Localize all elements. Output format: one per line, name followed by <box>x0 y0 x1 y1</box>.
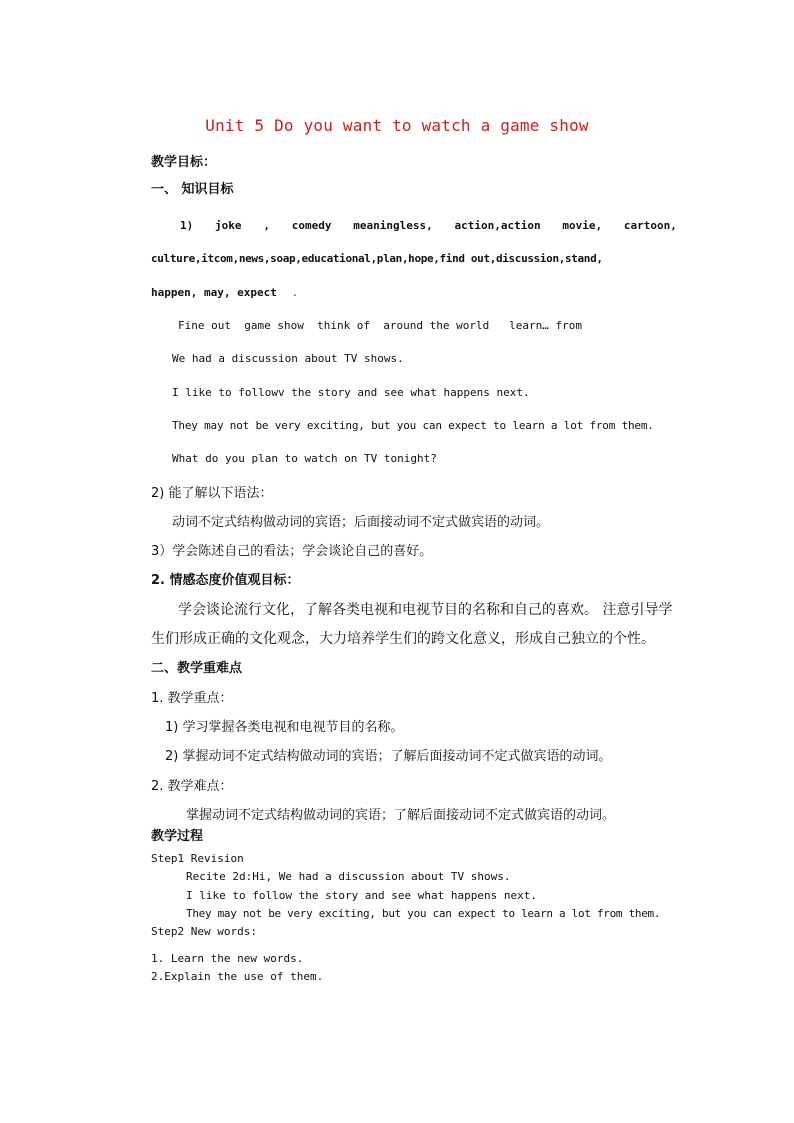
emotion-line-2: 生们形成正确的文化观念，大力培养学生们的跨文化意义，形成自己独立的个性。 <box>151 631 655 647</box>
emotion-heading: 2. 情感态度价值观目标： <box>151 573 300 588</box>
sentence-2: I like to followv the story and see what happens next. <box>172 386 530 399</box>
vocab-word: meaningless, <box>353 219 433 232</box>
focus-item-1: 1) 学习掌握各类电视和电视节目的名称。 <box>165 720 404 735</box>
vocab-line-2: culture,itcom,news,soap,educational,plan,hope,find out,discussion,stand, <box>151 252 603 265</box>
difficult-content: 掌握动词不定式结构做动词的宾语；了解后面接动词不定式做宾语的动词。 <box>186 808 616 823</box>
emotion-line-1: 学会谈论流行文化，了解各类电视和电视节目的名称和自己的喜欢。 注意引导学 <box>178 602 673 618</box>
step2-heading: Step2 New words: <box>151 925 257 938</box>
grammar-label: 2) 能了解以下语法： <box>151 486 273 501</box>
grammar-content: 动词不定式结构做动词的宾语；后面接动词不定式做宾语的动词。 <box>172 515 550 530</box>
teaching-objectives-heading: 教学目标： <box>151 155 217 170</box>
sentence-4: What do you plan to watch on TV tonight? <box>172 452 437 465</box>
step2-item-1: 1. Learn the new words. <box>151 952 304 965</box>
vocab-word: comedy <box>291 219 332 232</box>
vocab-word: , <box>263 219 270 232</box>
step1-line-1: Recite 2d:Hi, We had a discussion about TV shows. <box>186 870 511 883</box>
vocab-label: 1) <box>180 219 194 232</box>
focus-label: 1. 教学重点： <box>151 691 233 706</box>
vocab-word: action,action <box>454 219 541 232</box>
skill-objective: 3）学会陈述自己的看法；学会谈论自己的喜好。 <box>151 544 433 559</box>
vocab-line-3: happen, may, expect . <box>151 286 299 299</box>
vocab-line-1 <box>180 219 677 232</box>
step1-line-3: They may not be very exciting, but you can expect to learn a lot from them. <box>186 907 661 920</box>
step1-heading: Step1 Revision <box>151 852 244 865</box>
difficult-label: 2. 教学难点： <box>151 779 233 794</box>
document-title: Unit 5 Do you want to watch a game show <box>205 116 589 135</box>
sentence-3: They may not be very exciting, but you can expect to learn a lot from them. <box>172 419 654 432</box>
sentence-1: We had a discussion about TV shows. <box>172 352 404 365</box>
teaching-process-heading: 教学过程 <box>151 829 204 844</box>
key-points-heading: 二、教学重难点 <box>151 661 243 676</box>
step2-item-2: 2.Explain the use of them. <box>151 970 324 983</box>
vocab-word: cartoon, <box>623 219 677 232</box>
focus-item-2: 2) 掌握动词不定式结构做动词的宾语；了解后面接动词不定式做宾语的动词。 <box>165 749 612 764</box>
vocab-word: joke <box>215 219 242 232</box>
step1-line-2: I like to follow the story and see what happens next. <box>186 889 537 902</box>
knowledge-objectives-heading: 一、 知识目标 <box>151 182 234 197</box>
vocab-word: movie, <box>562 219 603 232</box>
phrases-line: Fine out game show think of around the world learn… from <box>178 319 582 332</box>
